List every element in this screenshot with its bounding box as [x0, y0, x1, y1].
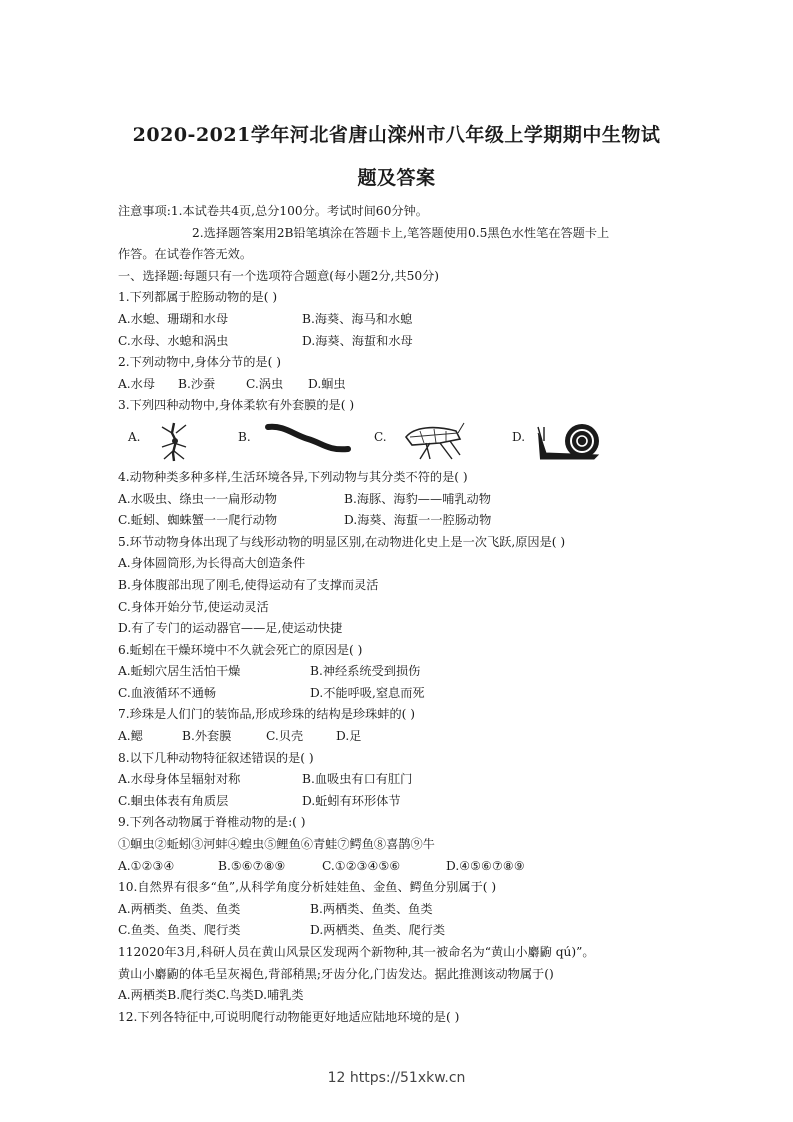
option-b: B.沙蚕	[178, 376, 216, 391]
option-row	[118, 899, 688, 921]
option-d: D.④⑤⑥⑦⑧⑨	[446, 858, 525, 873]
page-footer: 12 https://51xkw.cn	[327, 1070, 466, 1086]
ant-icon	[156, 419, 192, 463]
question-stem: 12.下列各特征中,可说明爬行动物能更好地适应陆地环境的是( )	[118, 1009, 460, 1024]
option-c: C.	[374, 429, 387, 444]
option-d: D.有了专门的运动器官——足,使运动快捷	[118, 621, 343, 636]
option-b: B.外套膜	[182, 729, 232, 744]
option-a: A.身体圆筒形,为长得高大创造条件	[118, 556, 306, 571]
notice-line: 2.选择题答案用2B铅笔填涂在答题卡上,笔答题使用0.5黑色水性笔在答题卡上	[192, 225, 610, 240]
question-images	[118, 419, 688, 467]
option-c: C.涡虫	[246, 376, 284, 391]
notice-line: 作答。在试卷作答无效。	[118, 247, 253, 262]
option-row	[118, 920, 688, 942]
option-a: A.鳃	[118, 729, 143, 744]
section-heading: 一、选择题:每题只有一个选项符合题意(每小题2分,共50分)	[118, 268, 440, 283]
question-stem: 5.环节动物身体出现了与线形动物的明显区别,在动物进化史上是一次飞跃,原因是( )	[118, 534, 566, 549]
option-row	[118, 726, 688, 748]
option-d: D.蛔虫	[308, 376, 346, 391]
option-c: C.水母、水螅和涡虫	[118, 333, 229, 348]
option-row	[118, 489, 688, 511]
option-a: A.水吸虫、绦虫一一扁形动物	[118, 491, 277, 506]
option-d: D.海葵、海蜇一一腔肠动物	[344, 513, 492, 528]
option-c: C.血液循环不通畅	[118, 685, 217, 700]
option-d: D.蚯蚓有环形体节	[302, 793, 401, 808]
question-stem: 112020年3月,科研人员在黄山风景区发现两个新物种,其一被命名为“黄山小麝鼩 qú)”。	[118, 945, 595, 959]
option-row	[118, 791, 688, 813]
question-stem: 黄山小麝鼩的体毛呈灰褐色,背部稍黑;牙齿分化,门齿发达。据此推测该动物属于()	[118, 966, 554, 981]
option-b: B.海豚、海豹——哺乳动物	[344, 491, 491, 506]
grasshopper-icon	[400, 419, 466, 463]
option-b: B.海葵、海马和水螅	[302, 311, 413, 326]
option-row	[118, 374, 688, 396]
option-a: A.	[128, 429, 141, 444]
option-a: A.①②③④	[118, 858, 175, 873]
page-title-line1: 2020-2021学年河北省唐山滦州市八年级上学期期中生物试	[132, 124, 661, 146]
question-stem: 9.下列各动物属于脊椎动物的是:( )	[118, 815, 306, 830]
question-stem: 6.蚯蚓在干燥环境中不久就会死亡的原因是( )	[118, 642, 363, 657]
question-stem: 8.以下几种动物特征叙述错误的是( )	[118, 750, 314, 765]
snail-icon	[536, 419, 606, 465]
option-b: B.神经系统受到损伤	[310, 664, 421, 679]
question-stem: 7.珍珠是人们门的装饰品,形成珍珠的结构是珍珠蚌的( )	[118, 707, 416, 722]
option-b: B.⑤⑥⑦⑧⑨	[218, 858, 286, 873]
option-b: B.血吸虫有口有肛门	[302, 772, 413, 787]
option-d: D.不能呼吸,窒息而死	[310, 685, 425, 700]
option-row: A.两栖类B.爬行类C.鸟类D.哺乳类	[118, 988, 304, 1003]
option-row	[118, 331, 688, 353]
option-row	[118, 856, 688, 878]
option-row	[118, 769, 688, 791]
question-stem: 10.自然界有很多“鱼”,从科学角度分析娃娃鱼、金鱼、鳄鱼分别属于( )	[118, 880, 497, 895]
option-c: C.蛔虫体表有角质层	[118, 793, 229, 808]
option-c: C.鱼类、鱼类、爬行类	[118, 923, 241, 938]
option-b: B.	[238, 429, 251, 444]
option-d: D.两栖类、鱼类、爬行类	[310, 923, 446, 938]
question-stem: 2.下列动物中,身体分节的是( )	[118, 355, 281, 370]
option-a: A.蚯蚓穴居生活怕干燥	[118, 664, 241, 679]
option-c: C.身体开始分节,使运动灵活	[118, 599, 269, 614]
option-row	[118, 510, 688, 532]
option-d: D.足	[336, 729, 362, 744]
question-stem: 4.动物种类多种多样,生活环境各异,下列动物与其分类不符的是( )	[118, 469, 468, 484]
option-c: C.蚯蚓、蜘蛛蟹一一爬行动物	[118, 513, 278, 528]
page-title-line2: 题及答案	[357, 167, 436, 189]
option-d: D.	[512, 429, 526, 444]
option-d: D.海葵、海蜇和水母	[302, 333, 413, 348]
option-a: A.水母身体呈辐射对称	[118, 772, 241, 787]
option-b: B.两栖类、鱼类、鱼类	[310, 901, 433, 916]
option-b: B.身体腹部出现了刚毛,使得运动有了支撑而灵活	[118, 577, 379, 592]
option-row	[118, 683, 688, 705]
option-row	[118, 309, 688, 331]
option-a: A.水螅、珊瑚和水母	[118, 311, 229, 326]
exam-body	[118, 201, 688, 1028]
option-row	[118, 661, 688, 683]
question-stem: 3.下列四种动物中,身体柔软有外套膜的是( )	[118, 398, 355, 413]
animal-list: ①蛔虫②蚯蚓③河蚌④蝗虫⑤鲤鱼⑥青蛙⑦鳄鱼⑧喜鹊⑨牛	[118, 837, 435, 852]
notice-line: 注意事项:1.本试卷共4页,总分100分。考试时间60分钟。	[118, 204, 428, 218]
option-c: C.①②③④⑤⑥	[322, 858, 401, 873]
option-a: A.水母	[118, 376, 156, 391]
question-stem: 1.下列都属于腔肠动物的是( )	[118, 290, 278, 305]
option-c: C.贝壳	[266, 729, 304, 744]
option-a: A.两栖类、鱼类、鱼类	[118, 901, 241, 916]
worm-icon	[264, 421, 356, 457]
